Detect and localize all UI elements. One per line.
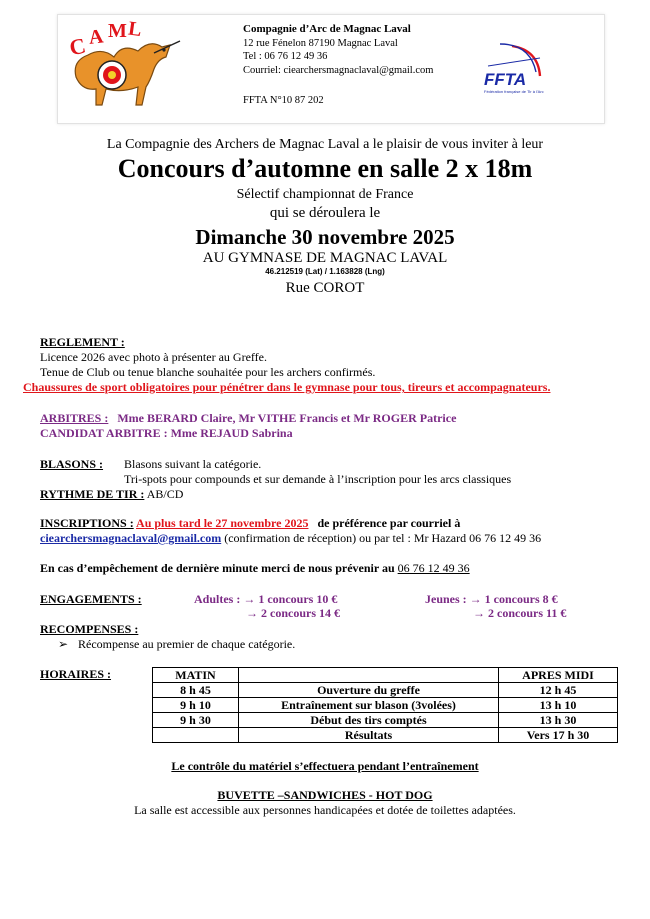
table-row (153, 713, 618, 728)
club-info (243, 23, 433, 77)
schedule-table (152, 667, 618, 743)
table-cell: 13 h 10 (499, 698, 618, 713)
inscriptions-line (40, 516, 460, 530)
event-date: Dimanche 30 novembre 2025 (195, 225, 455, 249)
table-row (153, 728, 618, 743)
empechement-text: En cas d’empêchement de dernière minute merci de nous prévenir au (40, 561, 395, 575)
horaires-label: HORAIRES : (40, 667, 112, 681)
ffta-logo (478, 40, 550, 104)
intro-text: La Compagnie des Archers de Magnac Laval a le plaisir de vous inviter à leur (106, 137, 544, 152)
inscriptions-label: INSCRIPTIONS : (40, 516, 134, 530)
table-cell: 8 h 45 (153, 683, 239, 698)
svg-text:C: C (67, 32, 88, 61)
club-address: 12 rue Fénelon 87190 Magnac Laval (243, 37, 398, 49)
table-cell: Résultats (239, 728, 499, 743)
page-title: Concours d’automne en salle 2 x 18m (117, 154, 533, 183)
arbitres-label: ARBITRES : (40, 411, 109, 425)
accessibility-note: La salle est accessible aux personnes handicapées et dotée de toilettes adaptées. (134, 803, 516, 817)
jeunes-price-2: → 2 concours 11 € (473, 606, 567, 620)
recompenses-item: Récompense au premier de chaque catégorie. (78, 637, 296, 651)
reglement-line-1: Licence 2026 avec photo à présenter au Greffe. (40, 350, 267, 364)
table-cell: 13 h 30 (499, 713, 618, 728)
reglement-label: REGLEMENT : (40, 335, 125, 349)
controle-materiel: Le contrôle du matériel s’effectuera pendant l’entraînement (171, 759, 479, 773)
club-camel-logo (62, 17, 182, 109)
gps-coords: 46.212519 (Lat) / 1.163828 (Lng) (265, 267, 385, 276)
inscriptions-contact (40, 531, 541, 545)
inscriptions-rest: (confirmation de réception) ou par tel : Mr Hazard 06 76 12 49 36 (224, 531, 542, 545)
table-cell: Entraînement sur blason (3volées) (239, 698, 499, 713)
svg-text:A: A (87, 25, 105, 49)
arbitres-line (40, 411, 456, 425)
rythme-value: AB/CD (146, 487, 184, 501)
table-cell: Vers 17 h 30 (499, 728, 618, 743)
inscriptions-email-link[interactable]: ciearchersmagnaclaval@gmail.com (40, 531, 222, 545)
blasons-line-2: Tri-spots pour compounds et sur demande à l’inscription pour les arcs classiques (124, 472, 512, 486)
inscriptions-deadline: Au plus tard le 27 novembre 2025 (136, 516, 309, 530)
table-header-cell (239, 668, 499, 683)
svg-text:M: M (108, 20, 127, 42)
table-row (153, 683, 618, 698)
svg-text:L: L (126, 17, 144, 42)
venue: AU GYMNASE DE MAGNAC LAVAL (202, 250, 448, 266)
engagements-label: ENGAGEMENTS : (40, 592, 142, 606)
reglement-line-2: Tenue de Club ou tenue blanche souhaitée pour les archers confirmés. (40, 365, 376, 379)
club-email: Courriel: ciearchersmagnaclaval@gmail.com (243, 64, 434, 76)
table-cell: 9 h 10 (153, 698, 239, 713)
subtitle: Sélectif championnat de France (236, 187, 414, 202)
table-header-row (153, 668, 618, 683)
street: Rue COROT (285, 280, 365, 296)
jeunes-price-1: Jeunes : → 1 concours 8 € (425, 592, 558, 606)
blasons-label: BLASONS : (40, 457, 104, 471)
deroulera-text: qui se déroulera le (269, 205, 381, 221)
empechement-phone: 06 76 12 49 36 (397, 561, 470, 575)
inscriptions-preference: de préférence par courriel à (317, 516, 461, 530)
table-cell: 9 h 30 (153, 713, 239, 728)
ffta-logo-subtext: Fédération française de Tir à l'Arc (484, 89, 544, 94)
table-row (153, 698, 618, 713)
shoes-warning: Chaussures de sport obligatoires pour pénétrer dans le gymnase pour tous, tireurs et accompagnateurs. (23, 380, 551, 394)
recompenses-label: RECOMPENSES : (40, 622, 139, 636)
ffta-logo-text: FFTA (484, 70, 527, 89)
candidat-arbitre: CANDIDAT ARBITRE : Mme REJAUD Sabrina (40, 426, 293, 440)
rythme-line (40, 487, 183, 501)
blasons-line-1: Blasons suivant la catégorie. (124, 457, 262, 471)
ffta-number: FFTA N°10 87 202 (243, 95, 324, 106)
rythme-label: RYTHME DE TIR : (40, 487, 145, 501)
adultes-price-2: → 2 concours 14 € (246, 606, 340, 620)
club-phone: Tel : 06 76 12 49 36 (243, 51, 328, 62)
club-name: Compagnie d’Arc de Magnac Laval (243, 23, 411, 35)
buvette: BUVETTE –SANDWICHES - HOT DOG (217, 788, 433, 802)
arbitres-names: Mme BERARD Claire, Mr VITHE Francis et Mr ROGER Patrice (117, 411, 457, 425)
table-header-cell: APRES MIDI (499, 668, 618, 683)
table-cell: 12 h 45 (499, 683, 618, 698)
table-cell: Début des tirs comptés (239, 713, 499, 728)
adultes-price-1: Adultes : → 1 concours 10 € (194, 592, 338, 606)
recompenses-bullet: ➢ (58, 637, 69, 651)
table-cell: Ouverture du greffe (239, 683, 499, 698)
table-header-cell: MATIN (153, 668, 239, 683)
table-cell (153, 728, 239, 743)
empechement-line (40, 561, 470, 575)
